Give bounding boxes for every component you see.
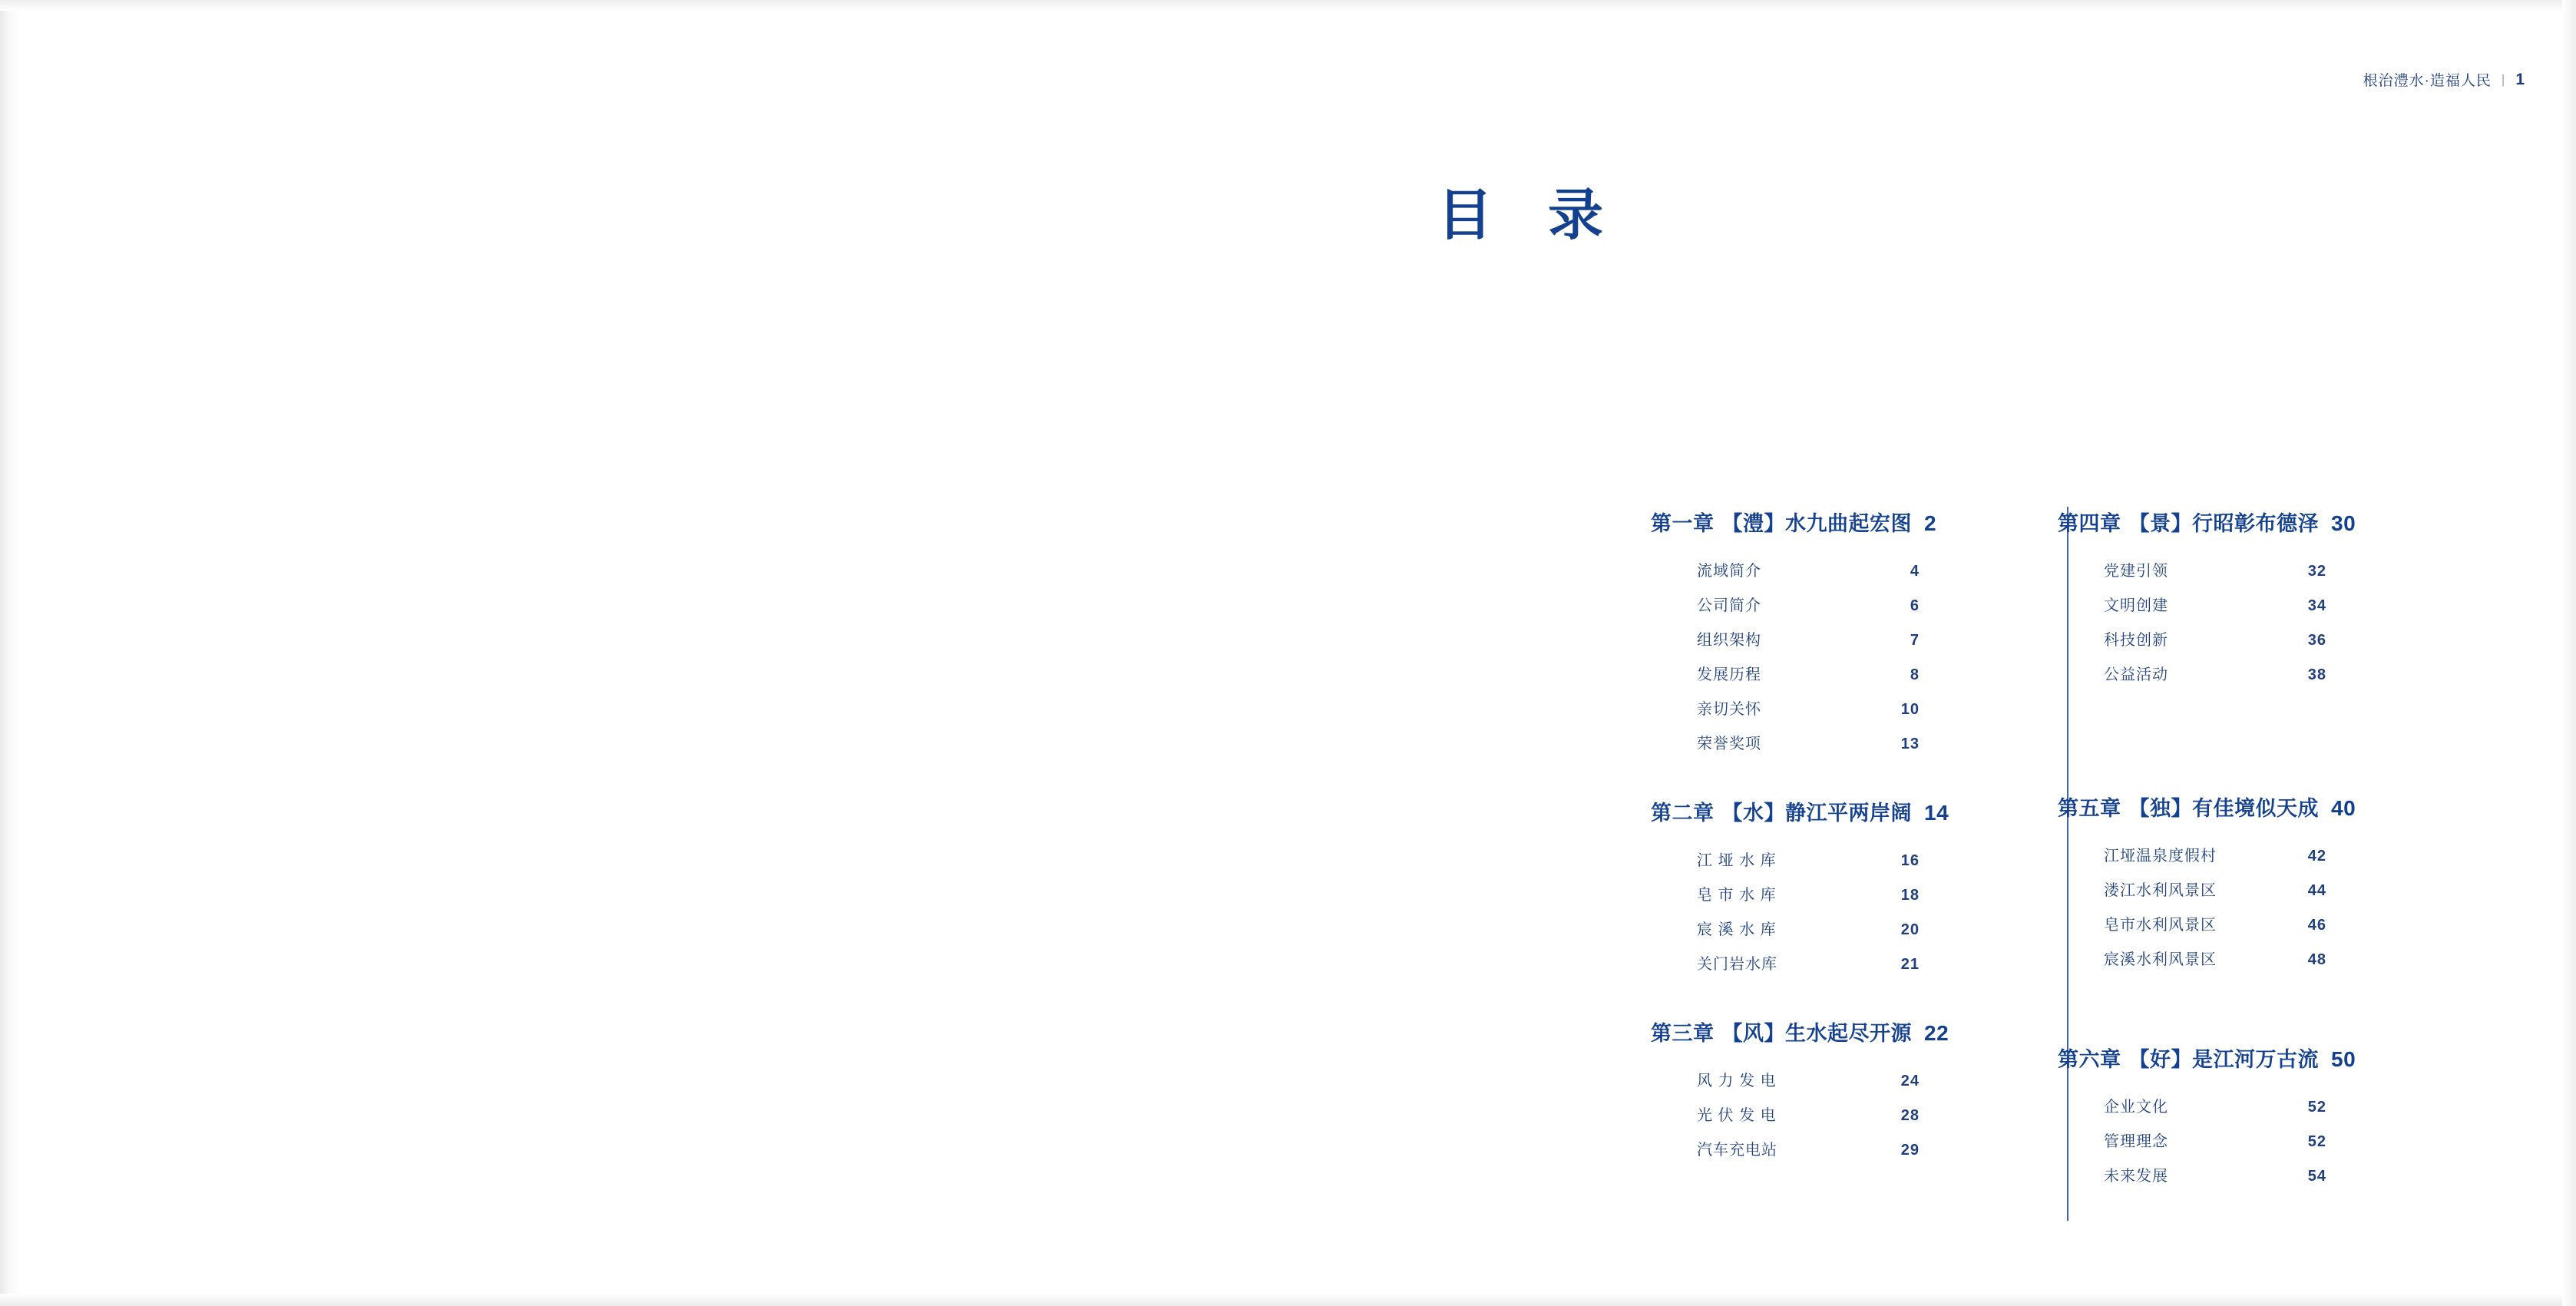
toc-chapter[interactable]: [1651, 507, 2012, 753]
toc-entry[interactable]: [1697, 951, 2012, 974]
toc-entry-page: 20: [1900, 921, 1920, 938]
toc-entry-title: 皂 市 水 库: [1697, 887, 1777, 904]
toc-entry-page: 28: [1900, 1107, 1920, 1124]
toc-entry-page: 34: [2307, 597, 2326, 614]
toc-entry-title: 光 伏 发 电: [1697, 1107, 1777, 1124]
toc-entry-title: 汽车充电站: [1697, 1142, 1777, 1159]
toc-entry[interactable]: [2104, 662, 2419, 684]
toc-entry-page: 38: [2307, 666, 2326, 683]
chapter-name: 【景】行昭彰布德泽: [2128, 512, 2319, 535]
toc-entry-page: 6: [1910, 597, 1920, 614]
chapter-number: 第五章: [2058, 797, 2121, 820]
toc-entry[interactable]: [2104, 843, 2419, 865]
toc-entry-page: 54: [2307, 1168, 2326, 1185]
toc-entry[interactable]: [2104, 593, 2419, 615]
page-left-edge-shadow: [0, 0, 20, 1306]
toc-entry[interactable]: [1697, 917, 2012, 939]
toc-entry-title: 江 垭 水 库: [1697, 852, 1777, 869]
toc-entry-title: 皂市水利风景区: [2104, 917, 2217, 934]
chapter-page: 50: [2331, 1047, 2356, 1071]
page-right-edge-shadow: [2562, 0, 2576, 1306]
page-top-edge-shadow: [0, 0, 2576, 11]
toc-entry-page: 32: [2307, 563, 2326, 580]
toc-entry-page: 8: [1910, 666, 1920, 683]
toc-entry[interactable]: [1697, 558, 2012, 580]
chapter-number: 第六章: [2058, 1048, 2121, 1071]
chapter-entries: [1651, 1068, 2012, 1159]
toc-entry-title: 科技创新: [2104, 632, 2168, 649]
chapter-entries: [1651, 848, 2012, 974]
chapter-number: 第四章: [2058, 512, 2121, 535]
toc-entry-page: 7: [1910, 632, 1920, 649]
chapter-entries: [1651, 558, 2012, 753]
toc-entry-title: 公司简介: [1697, 597, 1761, 614]
chapter-heading[interactable]: [2058, 507, 2419, 537]
chapter-name: 【风】生水起尽开源: [1721, 1022, 1912, 1045]
toc-column-right: [2012, 507, 2419, 1185]
toc-entry[interactable]: [2104, 1094, 2419, 1116]
chapter-page: 40: [2331, 796, 2356, 820]
toc-entry[interactable]: [2104, 627, 2419, 650]
toc-entry-title: 宸溪水利风景区: [2104, 951, 2217, 968]
toc-entry-page: 52: [2307, 1099, 2326, 1116]
chapter-entries: [2058, 558, 2419, 684]
chapter-page: 30: [2331, 511, 2356, 535]
toc-chapter[interactable]: [2058, 507, 2419, 684]
toc-chapter[interactable]: [1651, 1017, 2012, 1159]
chapter-heading[interactable]: [1651, 507, 2012, 537]
toc-columns: [1651, 507, 2419, 1185]
toc-entry-title: 党建引领: [2104, 563, 2168, 580]
toc-column-left: [1651, 507, 2012, 1185]
chapter-entries: [2058, 1094, 2419, 1185]
chapter-name: 【好】是江河万古流: [2128, 1048, 2319, 1071]
toc-entry[interactable]: [2104, 947, 2419, 969]
toc-entry[interactable]: [2104, 878, 2419, 900]
toc-entry-title: 管理理念: [2104, 1133, 2168, 1150]
toc-entry-page: 36: [2307, 632, 2326, 649]
toc-entry-title: 公益活动: [2104, 666, 2168, 683]
toc-entry-page: 18: [1900, 887, 1920, 904]
toc-entry[interactable]: [1697, 593, 2012, 615]
chapter-name: 【独】有佳境似天成: [2128, 797, 2319, 820]
toc-entry-title: 宸 溪 水 库: [1697, 921, 1777, 938]
toc-entry[interactable]: [1697, 882, 2012, 904]
chapter-number: 第二章: [1651, 802, 1715, 825]
toc-entry-page: 44: [2307, 882, 2326, 899]
toc-entry-page: 10: [1900, 701, 1920, 718]
toc-entry[interactable]: [1697, 696, 2012, 719]
toc-entry-page: 48: [2307, 951, 2326, 968]
chapter-number: 第一章: [1651, 512, 1715, 535]
toc-entry-title: 关门岩水库: [1697, 956, 1777, 973]
chapter-heading[interactable]: [2058, 1043, 2419, 1073]
toc-entry-title: 文明创建: [2104, 597, 2168, 614]
toc-entry-page: 42: [2307, 848, 2326, 865]
toc-entry-page: 4: [1910, 563, 1920, 580]
chapter-page: 22: [1924, 1021, 1949, 1045]
chapter-number: 第三章: [1651, 1022, 1715, 1045]
chapter-name: 【水】静江平两岸阔: [1721, 802, 1912, 825]
toc-entry-title: 荣誉奖项: [1697, 736, 1761, 752]
toc-entry[interactable]: [2104, 1129, 2419, 1151]
toc-entry-page: 21: [1900, 956, 1920, 973]
toc-entry-page: 13: [1900, 736, 1920, 752]
toc-entry-title: 风 力 发 电: [1697, 1073, 1777, 1089]
toc-chapter[interactable]: [2058, 792, 2419, 969]
toc-entry-title: 未来发展: [2104, 1168, 2168, 1185]
page-number: 1: [2515, 70, 2525, 88]
chapter-page: 2: [1924, 511, 1937, 535]
chapter-heading[interactable]: [1651, 1017, 2012, 1046]
toc-entry-title: 发展历程: [1697, 666, 1761, 683]
toc-entry[interactable]: [1697, 662, 2012, 684]
toc-entry[interactable]: [1697, 1103, 2012, 1125]
toc-entry[interactable]: [1697, 731, 2012, 753]
running-header: [2363, 69, 2525, 90]
page-title: 目 录: [1437, 185, 1624, 246]
chapter-heading[interactable]: [1651, 796, 2012, 826]
toc-entry-page: 52: [2307, 1133, 2326, 1150]
toc-entry-title: 流域简介: [1697, 563, 1761, 580]
toc-chapter[interactable]: [1651, 796, 2012, 974]
toc-entry[interactable]: [2104, 912, 2419, 934]
toc-entry-page: 24: [1900, 1073, 1920, 1089]
toc-entry-title: 组织架构: [1697, 632, 1761, 649]
toc-entry-title: 溇江水利风景区: [2104, 882, 2217, 899]
toc-entry[interactable]: [1697, 848, 2012, 870]
toc-entry[interactable]: [1697, 1137, 2012, 1159]
page-bottom-edge-shadow: [0, 1294, 2576, 1306]
running-header-separator: |: [2501, 71, 2506, 87]
running-header-slogan: 根治澧水·造福人民: [2363, 73, 2492, 89]
toc-entry-title: 企业文化: [2104, 1099, 2168, 1116]
toc-entry-title: 江垭温泉度假村: [2104, 848, 2217, 865]
toc-entry[interactable]: [2104, 1163, 2419, 1185]
toc-entry-page: 16: [1900, 852, 1920, 869]
chapter-page: 14: [1924, 801, 1949, 825]
toc-entry-page: 29: [1900, 1142, 1920, 1159]
chapter-heading[interactable]: [2058, 792, 2419, 822]
chapter-entries: [2058, 843, 2419, 969]
toc-entry[interactable]: [1697, 627, 2012, 650]
toc-entry-page: 46: [2307, 917, 2326, 934]
toc-entry[interactable]: [1697, 1068, 2012, 1090]
toc-entry[interactable]: [2104, 558, 2419, 580]
chapter-name: 【澧】水九曲起宏图: [1721, 512, 1912, 535]
toc-entry-title: 亲切关怀: [1697, 701, 1761, 718]
toc-chapter[interactable]: [2058, 1043, 2419, 1185]
